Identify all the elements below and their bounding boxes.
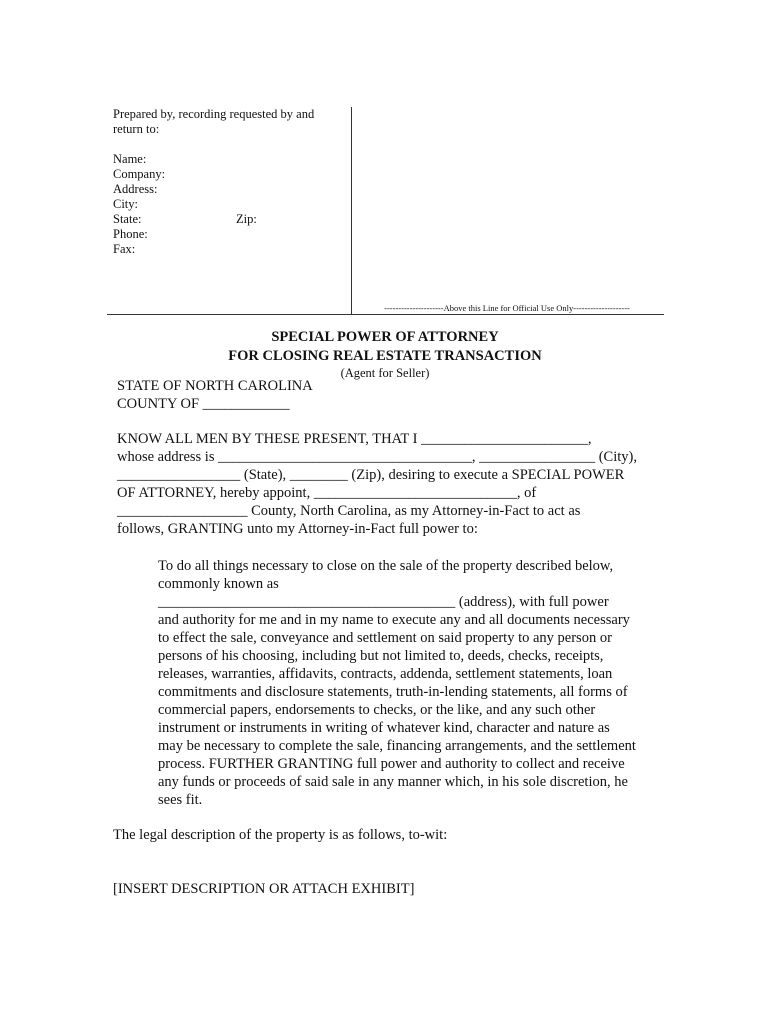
- prepared-by-intro: [113, 107, 345, 137]
- grant-line: persons of his choosing, including but not limited to, deeds, checks, receipts,: [158, 648, 604, 664]
- body-line: OF ATTORNEY, hereby appoint, ____________________________, of: [117, 485, 537, 501]
- zip-label: Zip:: [236, 212, 257, 226]
- prepared-by-line-2: return to:: [113, 122, 160, 136]
- grant-line: sees fit.: [158, 792, 203, 808]
- grant-line: commonly known as: [158, 576, 279, 592]
- body-line: __________________ County, North Carolina, as my Attorney-in-Fact to act as: [117, 503, 581, 519]
- grant-line: releases, warranties, affidavits, contracts, addenda, settlement statements, loan: [158, 666, 613, 682]
- title-line-1: SPECIAL POWER OF ATTORNEY: [271, 329, 499, 345]
- header-horizontal-divider: [107, 314, 664, 315]
- venue-county: COUNTY OF ____________: [117, 396, 290, 412]
- company-label: Company:: [113, 167, 166, 181]
- grant-line: To do all things necessary to close on the sale of the property described below,: [158, 558, 614, 574]
- insert-description-placeholder: [INSERT DESCRIPTION OR ATTACH EXHIBIT]: [113, 881, 415, 897]
- state-zip-row: [113, 212, 345, 227]
- venue-state: STATE OF NORTH CAROLINA: [117, 378, 313, 394]
- venue-block: [117, 377, 313, 413]
- title-subtitle: (Agent for Seller): [340, 366, 430, 380]
- name-label: Name:: [113, 152, 147, 166]
- grant-line: commitments and disclosure statements, truth-in-lending statements, all forms of: [158, 684, 628, 700]
- state-label: State:: [113, 212, 142, 226]
- appointment-paragraph: [117, 430, 662, 538]
- body-line: KNOW ALL MEN BY THESE PRESENT, THAT I _______________________,: [117, 431, 592, 447]
- grant-line: any funds or proceeds of said sale in any manner which, in his sole discretion, he: [158, 774, 628, 790]
- grant-paragraph: [158, 557, 658, 809]
- grant-line: commercial papers, endorsements to checks, or the like, and any such other: [158, 702, 596, 718]
- body-line: follows, GRANTING unto my Attorney-in-Fact full power to:: [117, 521, 478, 537]
- body-line: _________________ (State), ________ (Zip), desiring to execute a SPECIAL POWER: [117, 467, 625, 483]
- header-vertical-divider: [351, 107, 352, 315]
- city-label: City:: [113, 197, 139, 211]
- grant-line: may be necessary to complete the sale, financing arrangements, and the settlement: [158, 738, 636, 754]
- title-line-2: FOR CLOSING REAL ESTATE TRANSACTION: [228, 348, 542, 364]
- legal-description-intro: The legal description of the property is as follows, to-wit:: [113, 827, 448, 843]
- fax-label: Fax:: [113, 242, 136, 256]
- document-title: [0, 328, 770, 381]
- prepared-by-line-1: Prepared by, recording requested by and: [113, 107, 315, 121]
- grant-line: and authority for me and in my name to execute any and all documents necessary: [158, 612, 630, 628]
- prepared-by-block: [113, 107, 345, 257]
- grant-line: _________________________________________ (address), with full power: [158, 594, 609, 610]
- address-label: Address:: [113, 182, 158, 196]
- grant-line: instrument or instruments in writing of whatever kind, character and nature as: [158, 720, 610, 736]
- grant-line: to effect the sale, conveyance and settlement on said property to any person or: [158, 630, 612, 646]
- body-line: whose address is ___________________________________, ________________ (City),: [117, 449, 637, 465]
- phone-label: Phone:: [113, 227, 148, 241]
- official-use-notice: ---------------------Above this Line for Official Use Only--------------------: [384, 303, 630, 313]
- grant-line: process. FURTHER GRANTING full power and authority to collect and receive: [158, 756, 625, 772]
